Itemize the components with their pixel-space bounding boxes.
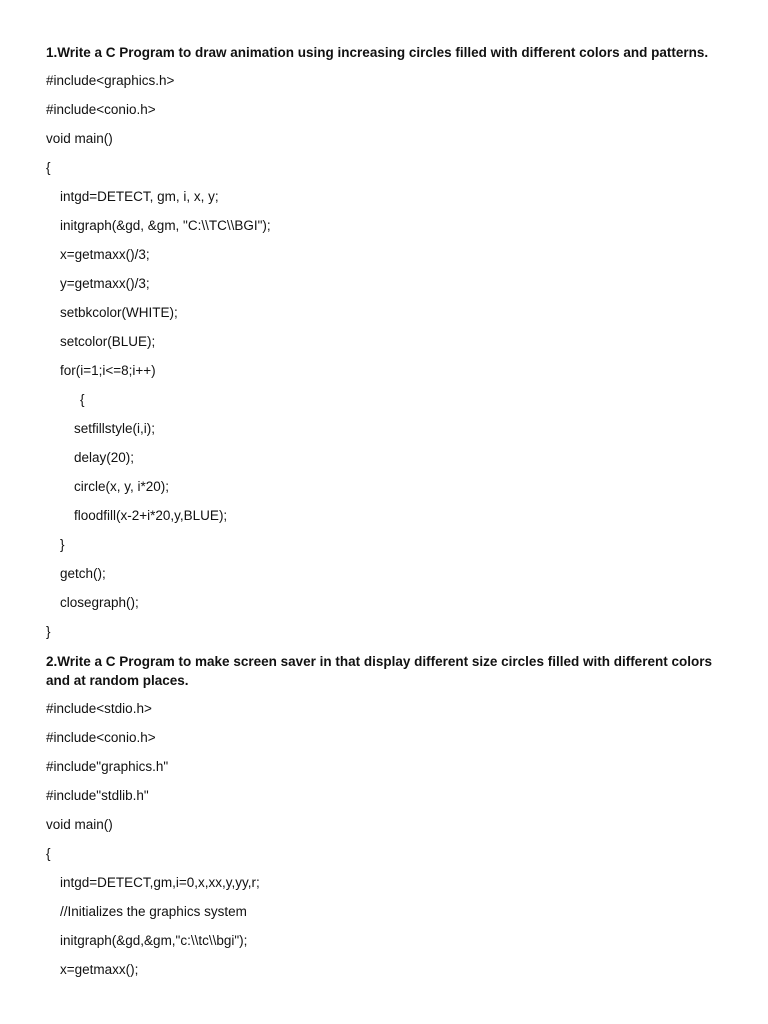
code-comment: //Initializes the graphics system xyxy=(60,904,247,919)
code-line: setbkcolor(WHITE); xyxy=(60,305,178,320)
code-line: initgraph(&gd,&gm,"c:\\tc\\bgi"); xyxy=(60,933,248,948)
code-line: getch(); xyxy=(60,566,106,581)
code-line: } xyxy=(60,537,65,552)
code-line: delay(20); xyxy=(74,450,135,465)
code-line: { xyxy=(46,160,51,175)
code-line: setcolor(BLUE); xyxy=(60,334,156,349)
code-line: intgd=DETECT,gm,i=0,x,xx,y,yy,r; xyxy=(60,875,260,890)
code-line: } xyxy=(46,624,51,639)
code-line: floodfill(x-2+i*20,y,BLUE); xyxy=(74,508,228,523)
code-line: for(i=1;i<=8;i++) xyxy=(60,363,156,378)
code-line: void main() xyxy=(46,817,113,832)
code-line: { xyxy=(80,392,85,407)
code-line: closegraph(); xyxy=(60,595,139,610)
code-line: #include"graphics.h" xyxy=(46,759,169,774)
code-line: #include<stdio.h> xyxy=(46,701,152,716)
code-line: { xyxy=(46,846,51,861)
code-line: #include<graphics.h> xyxy=(46,73,175,88)
code-line: y=getmaxx()/3; xyxy=(60,276,150,291)
code-line: initgraph(&gd, &gm, "C:\\TC\\BGI"); xyxy=(60,218,271,233)
code-line: intgd=DETECT, gm, i, x, y; xyxy=(60,189,219,204)
code-line: setfillstyle(i,i); xyxy=(74,421,156,436)
section-1-heading: 1.Write a C Program to draw animation using increasing circles filled with different colors and patterns. xyxy=(46,45,709,60)
code-line: #include<conio.h> xyxy=(46,102,156,117)
code-line: circle(x, y, i*20); xyxy=(74,479,170,494)
code-line: x=getmaxx(); xyxy=(60,962,139,977)
code-line: #include<conio.h> xyxy=(46,730,156,745)
section-2-heading: 2.Write a C Program to make screen saver in that display different size circles filled with different colors and at random places. xyxy=(46,654,712,688)
code-line: #include"stdlib.h" xyxy=(46,788,149,803)
code-line: void main() xyxy=(46,131,113,146)
code-line: x=getmaxx()/3; xyxy=(60,247,150,262)
